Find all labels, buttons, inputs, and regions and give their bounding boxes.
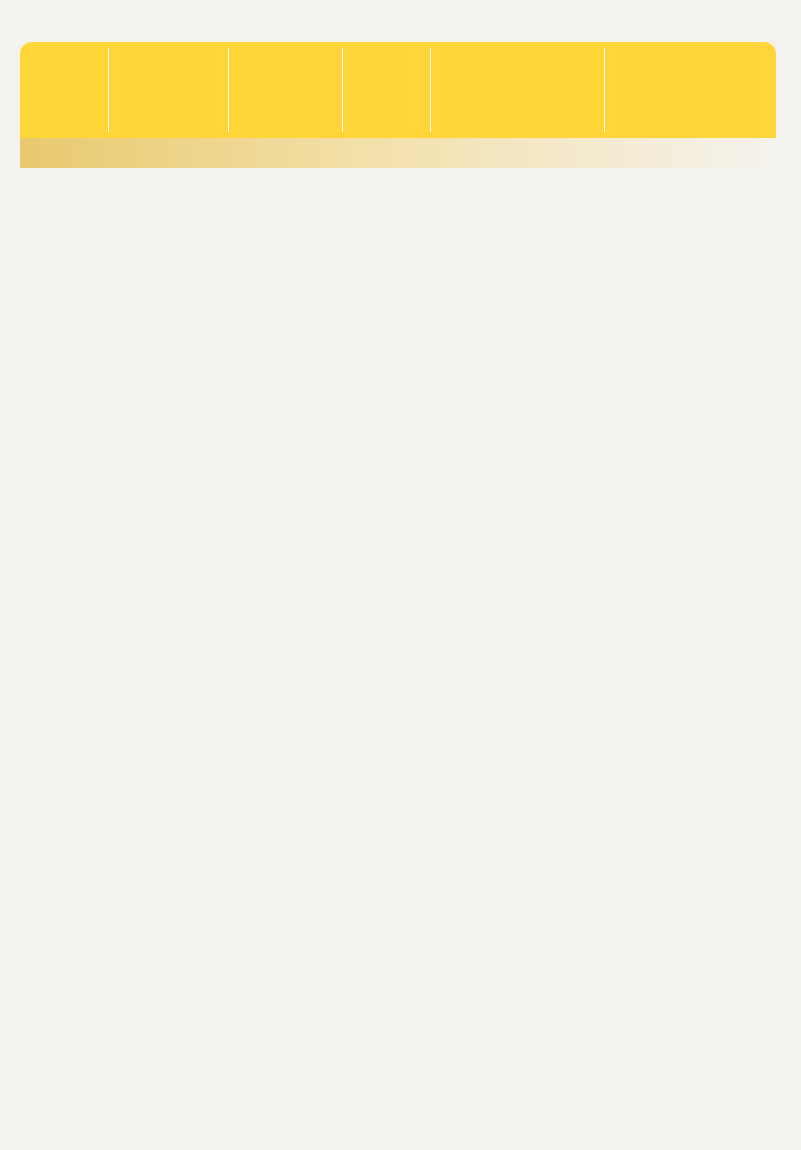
table-header: [20, 42, 776, 138]
header-effect: [430, 42, 604, 138]
header-name: [108, 42, 228, 138]
section-injection: [20, 138, 776, 168]
header-package: [342, 42, 430, 138]
drug-table: [20, 168, 776, 1108]
drug-catalog-page: [20, 42, 776, 1108]
header-usage: [604, 42, 776, 138]
header-ingredient: [228, 42, 342, 138]
header-group: [20, 42, 108, 138]
